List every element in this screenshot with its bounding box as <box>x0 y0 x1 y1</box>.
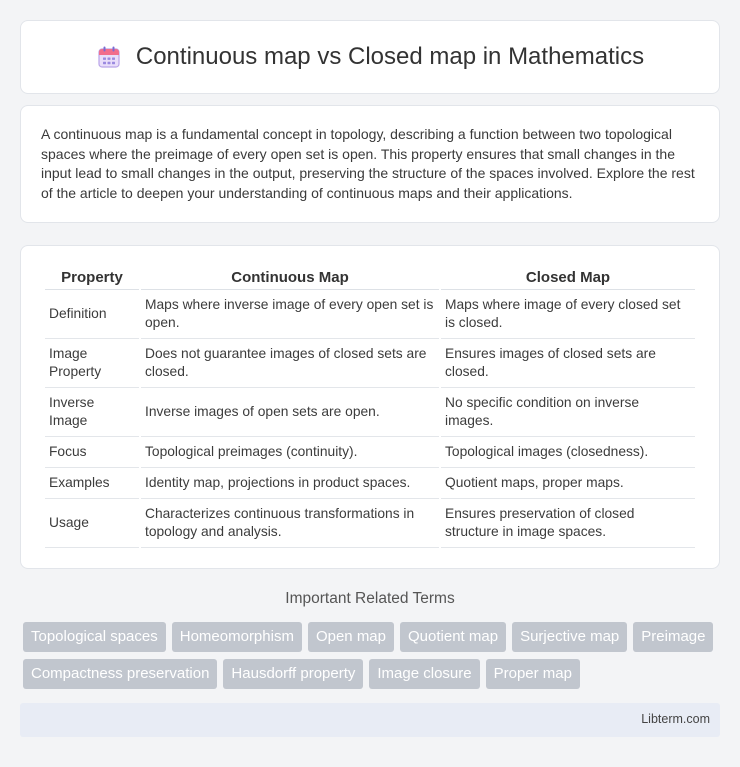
related-term-tag[interactable]: Compactness preservation <box>23 659 217 689</box>
table-row <box>45 290 695 339</box>
table-cell-property: Usage <box>45 499 139 548</box>
table-cell-continuous: Maps where inverse image of every open set is open. <box>141 290 439 339</box>
table-header-row <box>45 266 695 290</box>
table-row <box>45 339 695 388</box>
table-cell-closed: Topological images (closedness). <box>441 437 695 468</box>
page-title: Continuous map vs Closed map in Mathematics <box>135 43 645 70</box>
table-cell-continuous: Characterizes continuous transformations in topology and analysis. <box>141 499 439 548</box>
table-cell-continuous: Does not guarantee images of closed sets are closed. <box>141 339 439 388</box>
calendar-icon <box>96 44 122 70</box>
table-cell-property: Focus <box>45 437 139 468</box>
footer-bar <box>20 703 720 737</box>
related-terms-heading: Important Related Terms <box>285 590 455 607</box>
table-cell-closed: Ensures images of closed sets are closed. <box>441 339 695 388</box>
comparison-table <box>43 266 697 548</box>
table-cell-property: Image Property <box>45 339 139 388</box>
table-cell-continuous: Identity map, projections in product spaces. <box>141 468 439 499</box>
table-cell-continuous: Topological preimages (continuity). <box>141 437 439 468</box>
related-term-tag[interactable]: Homeomorphism <box>172 622 302 652</box>
related-term-tag[interactable]: Hausdorff property <box>223 659 363 689</box>
column-header-property: Property <box>45 266 139 290</box>
table-row <box>45 437 695 468</box>
related-terms-list <box>23 622 723 689</box>
table-cell-property: Examples <box>45 468 139 499</box>
related-term-tag[interactable]: Proper map <box>486 659 580 689</box>
header-card <box>20 20 720 94</box>
table-cell-continuous: Inverse images of open sets are open. <box>141 388 439 437</box>
related-term-tag[interactable]: Preimage <box>633 622 713 652</box>
comparison-table-card <box>20 245 720 569</box>
intro-card <box>20 105 720 223</box>
table-cell-closed: No specific condition on inverse images. <box>441 388 695 437</box>
table-cell-property: Definition <box>45 290 139 339</box>
table-row <box>45 499 695 548</box>
table-row <box>45 468 695 499</box>
related-term-tag[interactable]: Quotient map <box>400 622 506 652</box>
table-cell-closed: Quotient maps, proper maps. <box>441 468 695 499</box>
related-term-tag[interactable]: Open map <box>308 622 394 652</box>
table-cell-property: Inverse Image <box>45 388 139 437</box>
table-cell-closed: Maps where image of every closed set is closed. <box>441 290 695 339</box>
related-term-tag[interactable]: Topological spaces <box>23 622 166 652</box>
related-term-tag[interactable]: Surjective map <box>512 622 627 652</box>
related-term-tag[interactable]: Image closure <box>369 659 479 689</box>
title-wrap <box>96 43 644 71</box>
footer-site-link[interactable]: Libterm.com <box>641 712 710 726</box>
intro-paragraph: A continuous map is a fundamental concept in topology, describing a function between two topological spaces where the preimage of every open set is open. This property ensures that small changes in the input lead to small changes in the output, preserving the structure of the spaces involved. Explore the rest of the article to deepen your understanding of continuous maps and their applications. <box>41 126 695 201</box>
table-cell-closed: Ensures preservation of closed structure in image spaces. <box>441 499 695 548</box>
column-header-continuous-map: Continuous Map <box>141 266 439 290</box>
column-header-closed-map: Closed Map <box>441 266 695 290</box>
table-row <box>45 388 695 437</box>
